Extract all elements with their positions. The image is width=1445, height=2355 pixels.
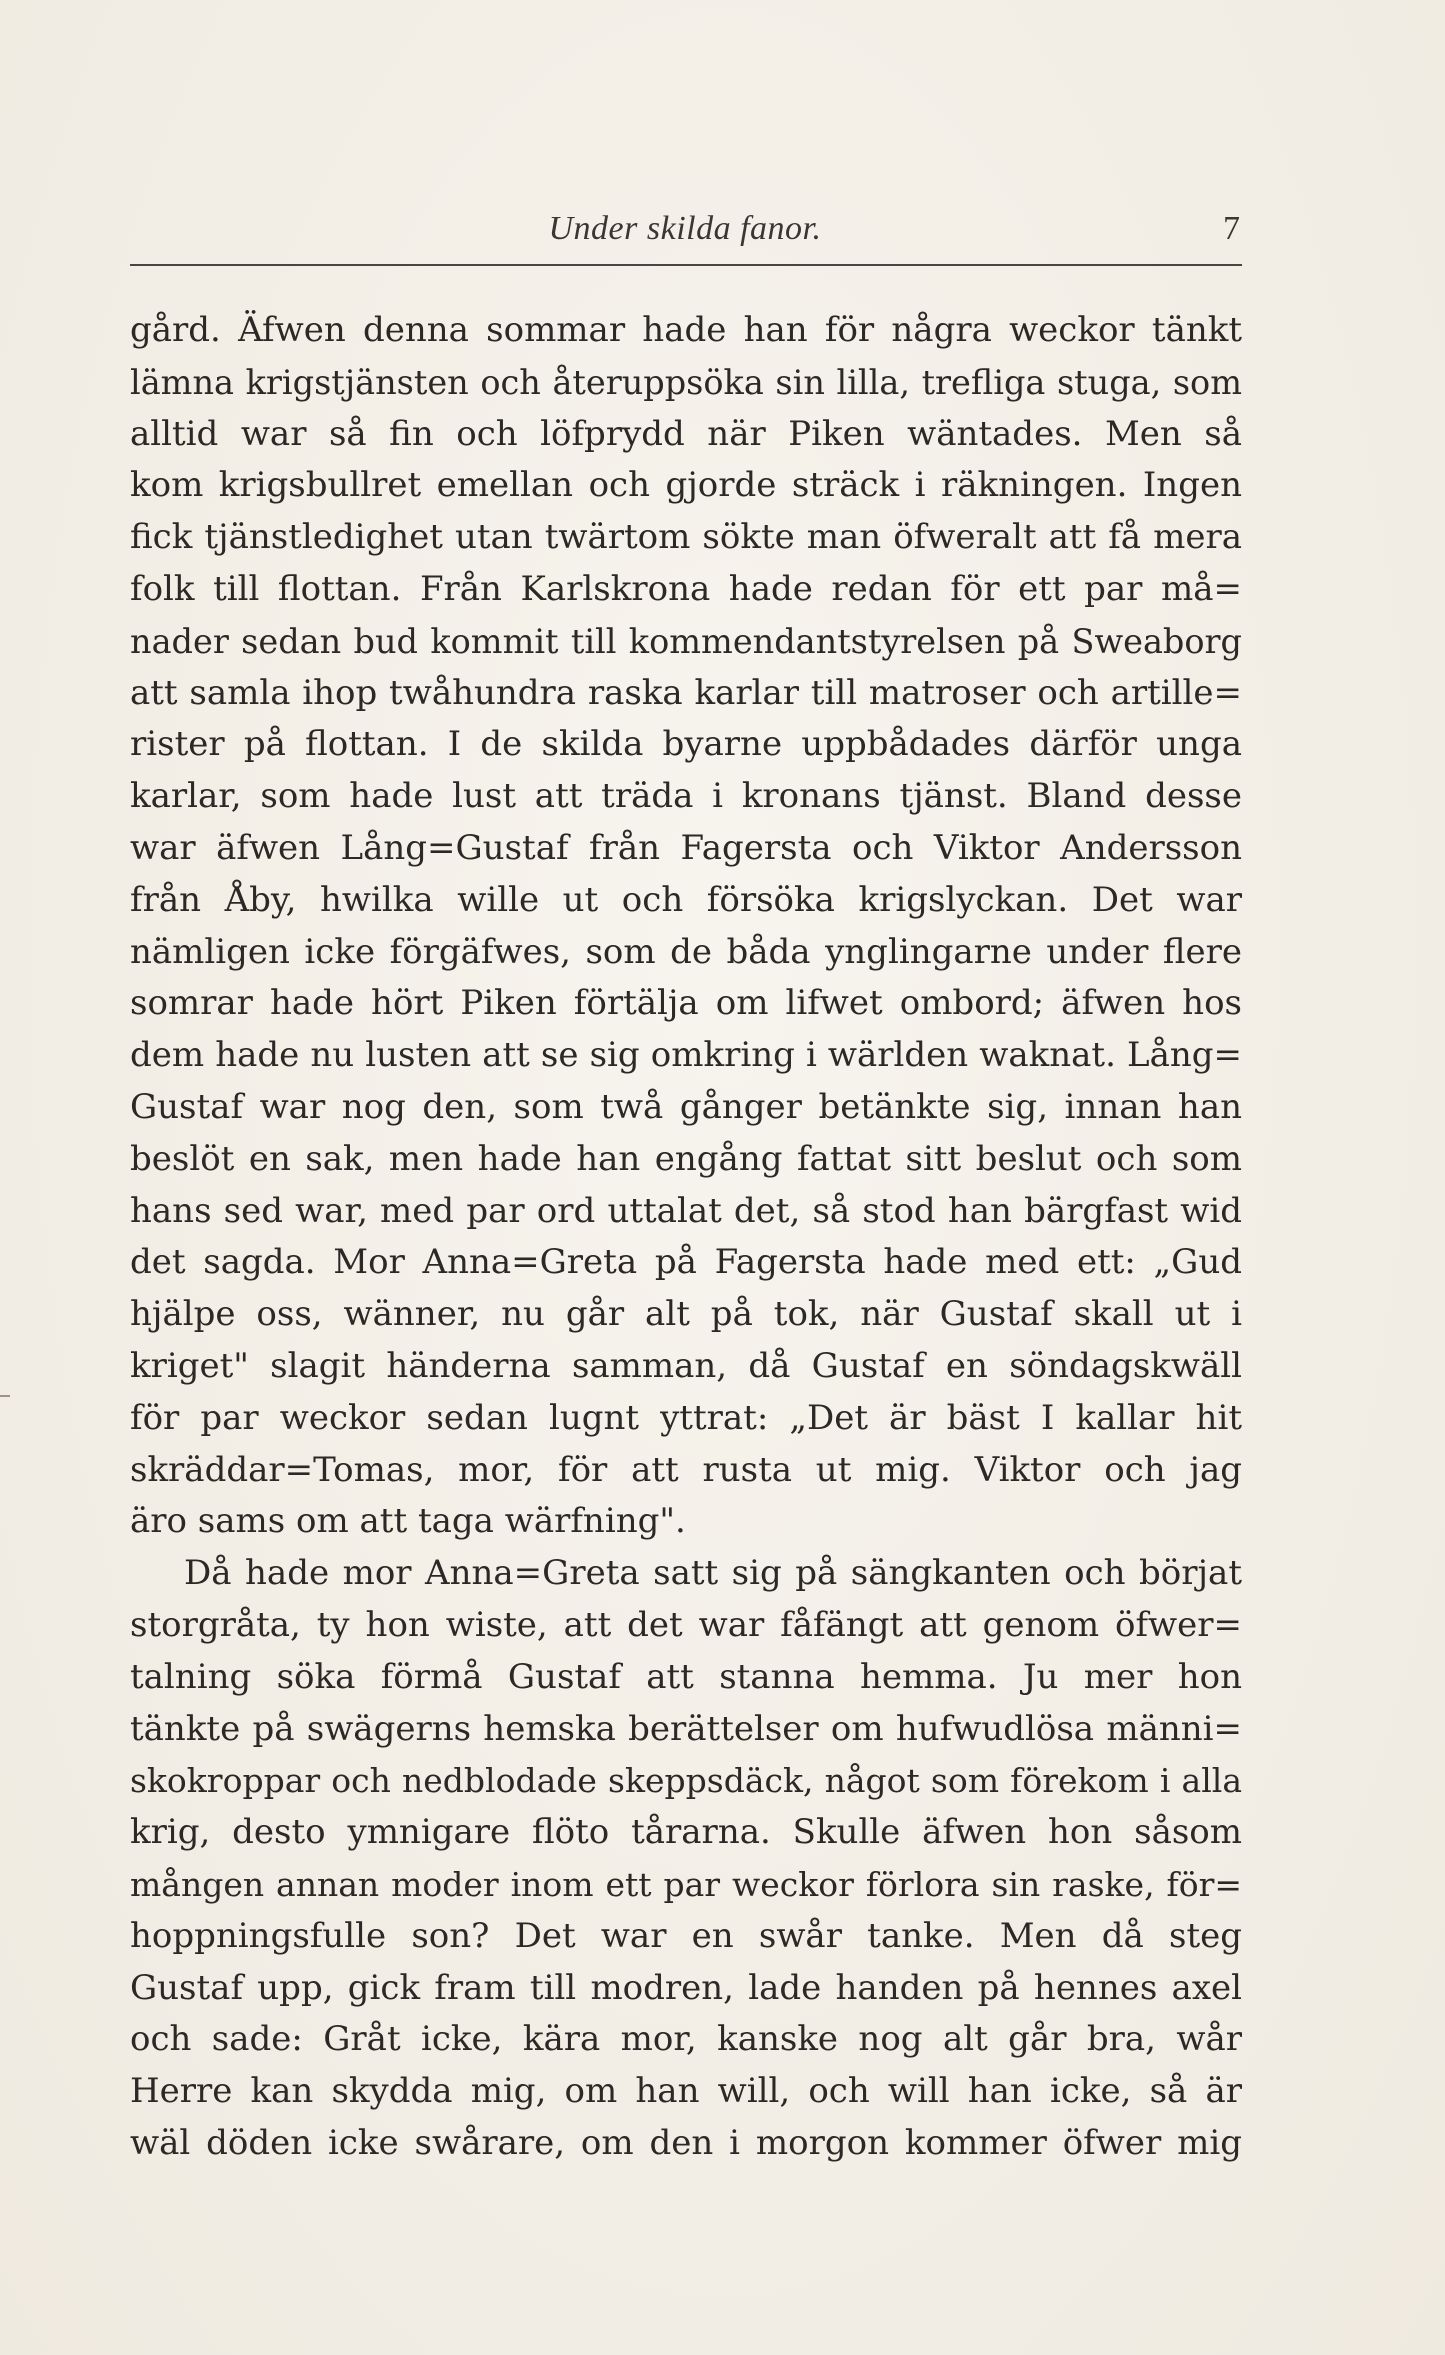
text-line: fick tjänstledighet utan twärtom sökte man öfweralt att få mera xyxy=(130,517,1242,558)
text-line: Herre kan skydda mig, om han will, och will han icke, så är xyxy=(130,2071,1242,2112)
text-line: folk till flottan. Från Karlskrona hade redan för ett par må= xyxy=(130,568,1242,609)
text-line: och sade: Gråt icke, kära mor, kanske nog alt går bra, wår xyxy=(130,2019,1242,2060)
text-line: för par weckor sedan lugnt yttrat: „Det är bäst I kallar hit xyxy=(130,1397,1242,1438)
text-line: gård. Äfwen denna sommar hade han för några weckor tänkt xyxy=(130,310,1242,350)
text-line: Gustaf upp, gick fram till modren, lade handen på hennes axel xyxy=(130,1967,1242,2008)
text-line-paragraph-end: äro sams om att taga wärfning". xyxy=(130,1501,686,1542)
text-line: somrar hade hört Piken förtälja om lifwet ombord; äfwen hos xyxy=(130,983,1242,1024)
text-line: kom krigsbullret emellan och gjorde sträck i räkningen. Ingen xyxy=(130,465,1242,506)
text-line: alltid war så fin och löfprydd när Piken wäntades. Men så xyxy=(130,413,1242,454)
text-line: krig, desto ymnigare flöto tårarna. Skulle äfwen hon såsom xyxy=(130,1812,1242,1853)
running-title: Under skilda fanor. xyxy=(548,210,822,247)
text-line: från Åby, hwilka wille ut och försöka krigslyckan. Det war xyxy=(130,879,1242,920)
text-line: nämligen icke förgäfwes, som de båda ynglingarne under flere xyxy=(130,931,1242,972)
text-line: hoppningsfulle son? Det war en swår tanke. Men då steg xyxy=(130,1915,1242,1956)
text-line: dem hade nu lusten att se sig omkring i wärlden waknat. Lång= xyxy=(130,1035,1242,1076)
text-line: rister på flottan. I de skilda byarne uppbådades därför unga xyxy=(130,724,1242,765)
text-line: skräddar=Tomas, mor, för att rusta ut mig. Viktor och jag xyxy=(130,1449,1242,1490)
text-line-paragraph-start: Då hade mor Anna=Greta satt sig på sängkanten och börjat xyxy=(130,1553,1242,1594)
text-line: mången annan moder inom ett par weckor förlora sin raske, för= xyxy=(130,1864,1242,1904)
text-line: att samla ihop twåhundra raska karlar till matroser och artille= xyxy=(130,672,1242,713)
margin-mark xyxy=(0,1395,10,1397)
page-header xyxy=(130,210,1240,260)
text-line: wäl döden icke swårare, om den i morgon kommer öfwer mig xyxy=(130,2122,1242,2163)
text-line: lämna krigstjänsten och återuppsöka sin lilla, trefliga stuga, som xyxy=(130,362,1242,402)
text-line: det sagda. Mor Anna=Greta på Fagersta hade med ett: „Gud xyxy=(130,1242,1242,1283)
header-rule xyxy=(130,264,1242,266)
text-line: Gustaf war nog den, som twå gånger betänkte sig, innan han xyxy=(130,1086,1242,1127)
text-line: hjälpe oss, wänner, nu går alt på tok, när Gustaf skall ut i xyxy=(130,1294,1242,1335)
text-line: storgråta, ty hon wiste, att det war fåfängt att genom öfwer= xyxy=(130,1604,1242,1645)
text-line: nader sedan bud kommit till kommendantstyrelsen på Sweaborg xyxy=(130,621,1242,661)
text-line: kriget" slagit händerna samman, då Gustaf en söndagskwäll xyxy=(130,1345,1242,1386)
body-text xyxy=(130,305,1242,2170)
text-line: karlar, som hade lust att träda i kronans tjänst. Bland desse xyxy=(130,776,1242,817)
text-line: war äfwen Lång=Gustaf från Fagersta och Viktor Andersson xyxy=(130,827,1242,868)
text-line: talning söka förmå Gustaf att stanna hemma. Ju mer hon xyxy=(130,1656,1242,1697)
text-line: skokroppar och nedblodade skeppsdäck, något som förekom i alla xyxy=(130,1761,1242,1801)
page-number: 7 xyxy=(1223,210,1240,247)
text-line: hans sed war, med par ord uttalat det, så stod han bärgfast wid xyxy=(130,1190,1242,1231)
text-line: tänkte på swägerns hemska berättelser om hufwudlösa männi= xyxy=(130,1708,1242,1749)
text-line: beslöt en sak, men hade han engång fattat sitt beslut och som xyxy=(130,1138,1242,1179)
